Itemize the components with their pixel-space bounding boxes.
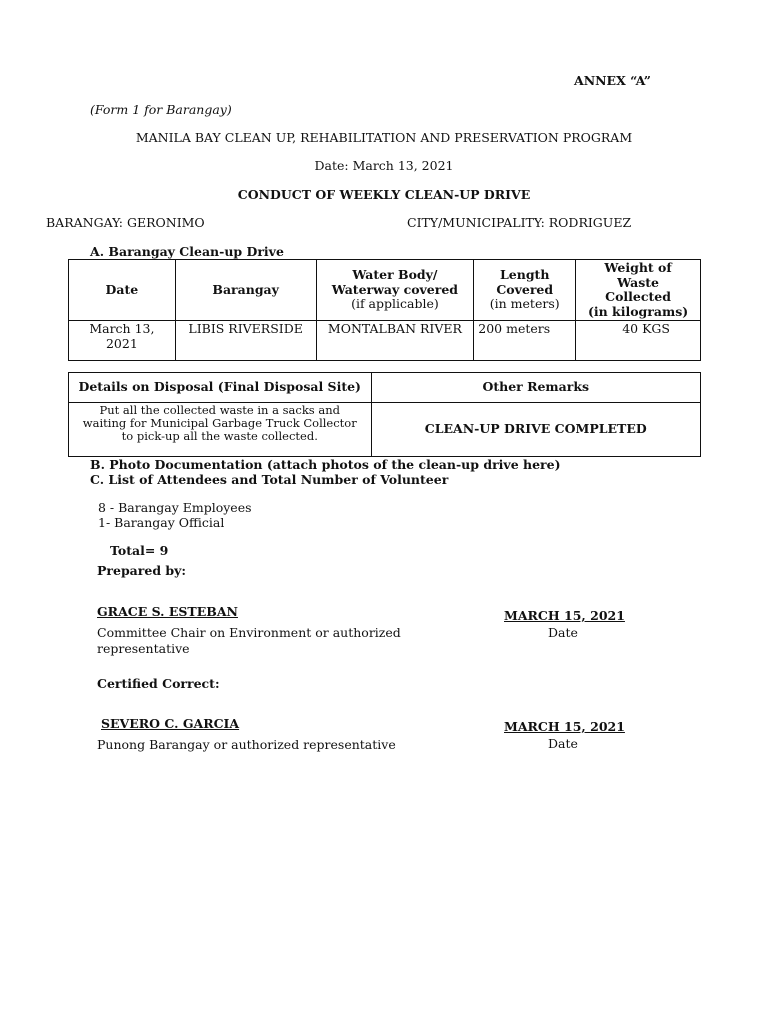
certifier-date: MARCH 15, 2021 xyxy=(504,719,625,734)
remarks-value: CLEAN-UP DRIVE COMPLETED xyxy=(371,403,701,457)
cell-date: March 13, 2021 xyxy=(69,321,176,361)
preparer-role: Committee Chair on Environment or authorized representative xyxy=(97,625,401,656)
section-b-title: B. Photo Documentation (attach photos of the clean-up drive here) xyxy=(90,457,561,472)
disposal-header-row xyxy=(69,373,701,403)
annex-label: ANNEX “A” xyxy=(574,73,652,88)
cell-barangay: LIBIS RIVERSIDE xyxy=(175,321,316,361)
attendee-employees: 8 - Barangay Employees xyxy=(98,500,252,515)
table-header-row xyxy=(69,260,701,321)
table-row xyxy=(69,321,701,361)
col-water-body-note: (if applicable) xyxy=(351,296,439,312)
certifier-date-label: Date xyxy=(548,736,578,751)
col-length-title: Length Covered xyxy=(496,267,554,297)
col-length xyxy=(474,260,576,321)
preparer-date-label: Date xyxy=(548,625,578,640)
prepared-by-label: Prepared by: xyxy=(97,563,187,578)
attendee-official: 1- Barangay Official xyxy=(98,515,225,530)
certified-label: Certified Correct: xyxy=(97,676,220,691)
col-length-note: (in meters) xyxy=(489,296,560,312)
city-field: CITY/MUNICIPALITY: RODRIGUEZ xyxy=(407,215,632,230)
certifier-name: SEVERO C. GARCIA xyxy=(101,716,240,731)
program-title: MANILA BAY CLEAN UP, REHABILITATION AND PRESERVATION PROGRAM xyxy=(135,130,633,145)
col-date: Date xyxy=(69,260,176,321)
preparer-date: MARCH 15, 2021 xyxy=(504,608,625,623)
total-volunteers: Total= 9 xyxy=(110,543,169,558)
disposal-row xyxy=(69,403,701,457)
cleanup-table xyxy=(68,259,701,361)
cell-length: 200 meters xyxy=(474,321,576,361)
col-weight-title: Weight of Waste Collected xyxy=(604,260,672,304)
col-remarks: Other Remarks xyxy=(371,373,701,403)
form-label: (Form 1 for Barangay) xyxy=(90,102,232,117)
cell-weight: 40 KGS xyxy=(576,321,701,361)
col-weight xyxy=(576,260,701,321)
col-disposal-details: Details on Disposal (Final Disposal Site) xyxy=(69,373,372,403)
preparer-name: GRACE S. ESTEBAN xyxy=(97,604,238,619)
form-date: Date: March 13, 2021 xyxy=(314,158,454,173)
col-weight-note: (in kilograms) xyxy=(587,303,689,319)
disposal-table xyxy=(68,372,701,457)
certifier-role: Punong Barangay or authorized representative xyxy=(97,737,396,752)
barangay-field: BARANGAY: GERONIMO xyxy=(46,215,205,230)
cell-water-body: MONTALBAN RIVER xyxy=(316,321,474,361)
col-barangay: Barangay xyxy=(175,260,316,321)
section-c-title: C. List of Attendees and Total Number of Volunteer xyxy=(90,472,449,487)
col-water-body xyxy=(316,260,474,321)
section-a-title: A. Barangay Clean-up Drive xyxy=(90,244,284,259)
col-water-body-title: Water Body/ Waterway covered xyxy=(331,267,459,297)
activity-title: CONDUCT OF WEEKLY CLEAN-UP DRIVE xyxy=(237,187,531,202)
disposal-details: Put all the collected waste in a sacks and waiting for Municipal Garbage Truck Collector to pick-up all the waste collected. xyxy=(69,403,372,457)
